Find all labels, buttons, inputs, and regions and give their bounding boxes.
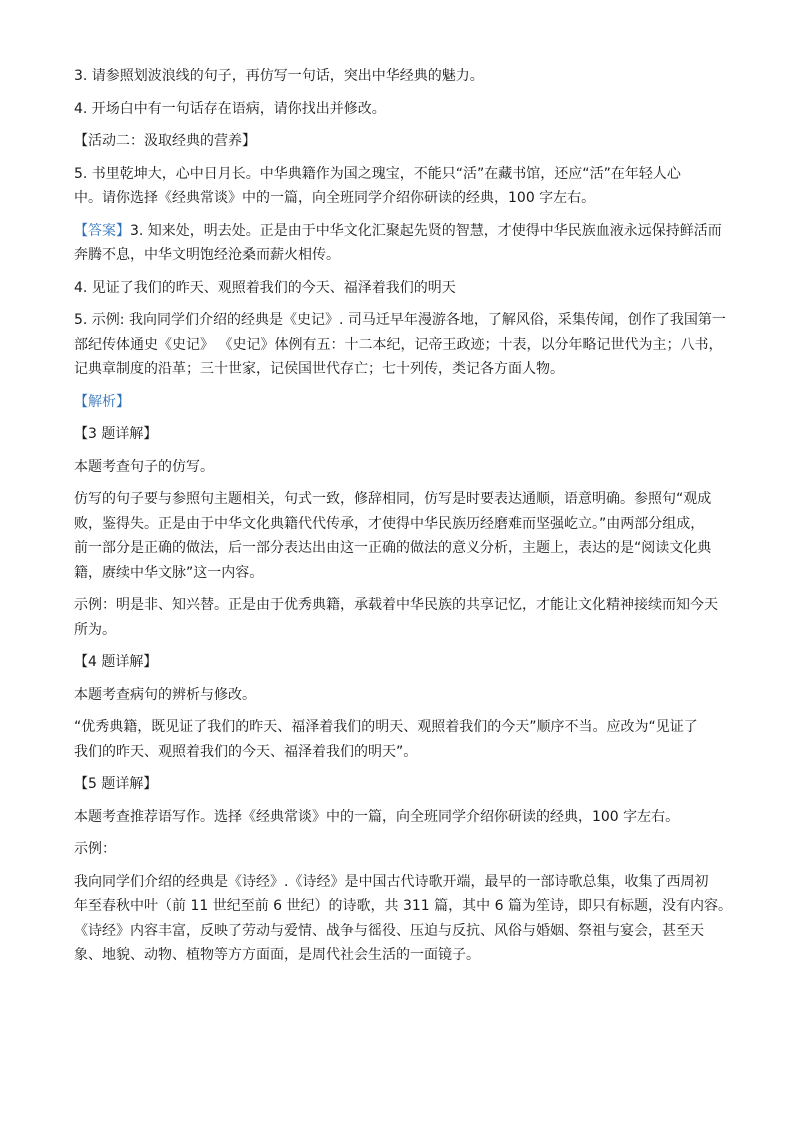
detail-4-para-line-2: 我们的昨天、观照着我们的今天、福泽着我们的明天”。: [74, 743, 418, 760]
detail-4-title: 【4 题详解】: [74, 654, 158, 670]
answer-block: [74, 219, 726, 382]
question-3: 3. 请参照划波浪线的句子，再仿写一句话，突出中华经典的魅力。: [74, 68, 484, 84]
question-4: 4. 开场白中有一句话存在语病，请你找出并修改。: [74, 100, 386, 117]
detail-4-intro: 本题考查病句的辨析与修改。: [74, 686, 256, 703]
analysis-tag: 【解析】: [74, 393, 130, 410]
answer-5-line-2: 部纪传体通史《史记》 《史记》体例有五：十二本纪，记帝王政迹；十表，以分年略记世代为主；八书，: [74, 336, 723, 353]
detail-3-title: 【3 题详解】: [74, 426, 158, 442]
question-5-line-2: 中。请你选择《经典常谈》中的一篇，向全班同学介绍你研读的经典，100 字左右。: [74, 190, 596, 206]
detail-4-para-line-1: “优秀典籍，既见证了我们的昨天、福泽着我们的明天、观照着我们的今天”顺序不当。应改为“见证了: [74, 719, 698, 735]
detail-5-example-line-1: 我向同学们介绍的经典是《诗经》.《诗经》是中国古代诗歌开端，最早的一部诗歌总集，收集了西周初: [74, 873, 709, 890]
answer-3-text-1: 3. 知来处，明去处。正是由于中华文化汇聚起先贤的智慧，才使得中华民族血液永远保持鲜活而: [130, 222, 722, 239]
detail-5-example-label: 示例：: [74, 841, 116, 857]
detail-3-example-line-1: 示例：明是非、知兴替。正是由于优秀典籍，承载着中华民族的共享记忆，才能让文化精神接续而知今天: [74, 597, 718, 613]
answer-4: 4. 见证了我们的昨天、观照着我们的今天、福泽着我们的明天: [74, 279, 456, 296]
answer-5-line-3: 记典章制度的沿革；三十世家，记侯国世代存亡；七十列传，类记各方面人物。: [74, 361, 564, 377]
answer-tag: 【答案】: [74, 222, 130, 239]
detail-3: [74, 422, 722, 642]
answer-5-line-1: 5. 示例: 我向同学们介绍的经典是《史记》. 司马迁早年漫游各地，了解风俗，采集传闻，创作了我国第一: [74, 312, 726, 328]
detail-5-title: 【5 题详解】: [74, 776, 158, 792]
detail-3-example-line-2: 所为。: [74, 621, 116, 638]
detail-3-para-line-4: 籍，赓续中华文脉”这一内容。: [74, 564, 264, 581]
detail-5-example-line-3: 《诗经》内容丰富，反映了劳动与爱情、战争与徭役、压迫与反抗、风俗与婚姻、祭祖与宴会，甚至天: [74, 922, 704, 939]
detail-5-intro: 本题考查推荐语写作。选择《经典常谈》中的一篇，向全班同学介绍你研读的经典，100 字左右。: [74, 808, 680, 825]
detail-5: [74, 772, 732, 968]
detail-3-para-line-1: 仿写的句子要与参照句主题相关，句式一致，修辞相同，仿写是时要表达通顺，语意明确。参照句“观成: [74, 491, 712, 507]
detail-3-para-line-2: 败，鉴得失。正是由于中华文化典籍代代传承，才使得中华民族历经磨难而坚强屹立。”由两部分组成，: [74, 515, 705, 532]
detail-5-example-line-4: 象、地貌、动物、植物等方方面面，是周代社会生活的一面镜子。: [74, 947, 480, 963]
document-page: [74, 64, 732, 976]
answer-3-line-1: [74, 219, 722, 244]
detail-5-example-line-2: 年至春秋中叶（前 11 世纪至前 6 世纪）的诗歌，共 311 篇，其中 6 篇为笙诗，即只有标题，没有内容。: [74, 898, 732, 914]
detail-3-intro: 本题考查句子的仿写。: [74, 458, 214, 475]
question-5-line-1: 5. 书里乾坤大，心中日月长。中华典籍作为国之瑰宝，不能只“活”在藏书馆，还应“活”在年轻人心: [74, 165, 681, 182]
activity-2-heading: 【活动二：汲取经典的营养】: [74, 133, 256, 149]
question-5: [74, 162, 722, 211]
detail-4: [74, 650, 722, 764]
detail-3-para-line-3: 前一部分是正确的做法，后一部分表达出由这一正确的做法的意义分析，主题上，表达的是“阅读文化典: [74, 540, 712, 556]
answer-3-line-2: 奔腾不息，中华文明饱经沧桑而薪火相传。: [74, 247, 340, 263]
